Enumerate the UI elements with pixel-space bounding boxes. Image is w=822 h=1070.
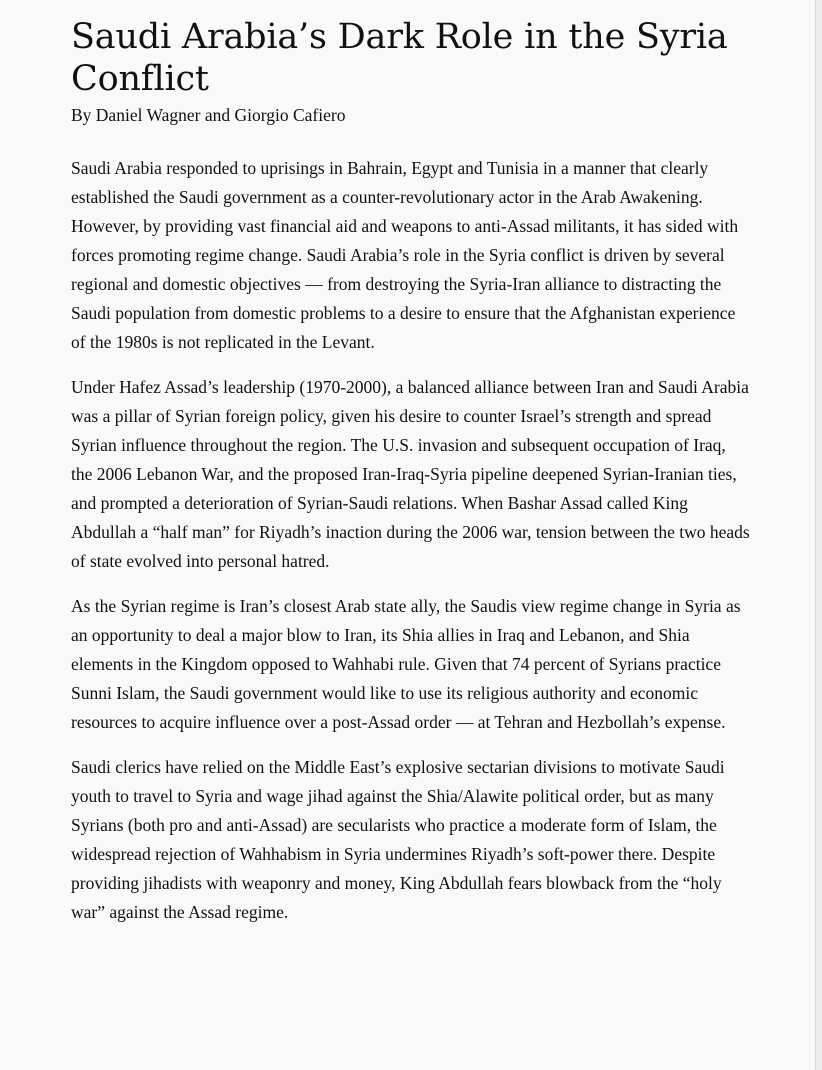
article-paragraph: As the Syrian regime is Iran’s closest Arab state ally, the Saudis view regime change in Syria as an opportunity to deal a major blow to Iran, its Shia allies in Iraq and Lebanon, and Shia elements in the Kingdom opposed to Wahhabi rule. Given that 74 percent of Syrians practice Sunni Islam, the Saudi government would like to use its religious authority and economic resources to acquire influence over a post-Assad order — at Tehran and Hezbollah’s expense. bbox=[71, 596, 741, 732]
article-byline: By Daniel Wagner and Giorgio Cafiero bbox=[71, 105, 346, 125]
article-paragraph: Under Hafez Assad’s leadership (1970-2000), a balanced alliance between Iran and Saudi Arabia was a pillar of Syrian foreign policy, given his desire to counter Israel’s strength and spread Syrian influence throughout the region. The U.S. invasion and subsequent occupation of Iraq, the 2006 Lebanon War, and the proposed Iran-Iraq-Syria pipeline deepened Syrian-Iranian ties, and prompted a deterioration of Syrian-Saudi relations. When Bashar Assad called King Abdullah a “half man” for Riyadh’s inaction during the 2006 war, tension between the two heads of state evolved into personal hatred. bbox=[71, 377, 750, 571]
article-title: Saudi Arabia’s Dark Role in the Syria Conflict bbox=[71, 17, 728, 99]
article-paragraph: Saudi Arabia responded to uprisings in Bahrain, Egypt and Tunisia in a manner that clearly established the Saudi government as a counter-revolutionary actor in the Arab Awakening. However, by providing vast financial aid and weapons to anti-Assad militants, it has sided with forces promoting regime change. Saudi Arabia’s role in the Syria conflict is driven by several regional and domestic objectives — from destroying the Syria-Iran alliance to distracting the Saudi population from domestic problems to a desire to ensure that the Afghanistan experience of the 1980s is not replicated in the Levant. bbox=[71, 158, 739, 352]
article-body bbox=[71, 16, 751, 927]
article-paragraph: Saudi clerics have relied on the Middle East’s explosive sectarian divisions to motivate Saudi youth to travel to Syria and wage jihad against the Shia/Alawite political order, but as many Syrians (both pro and anti-Assad) are secularists who practice a moderate form of Islam, the widespread rejection of Wahhabism in Syria undermines Riyadh’s soft-power there. Despite providing jihadists with weaponry and money, King Abdullah fears blowback from the “holy war” against the Assad regime. bbox=[71, 757, 725, 922]
window-edge bbox=[816, 0, 822, 1070]
